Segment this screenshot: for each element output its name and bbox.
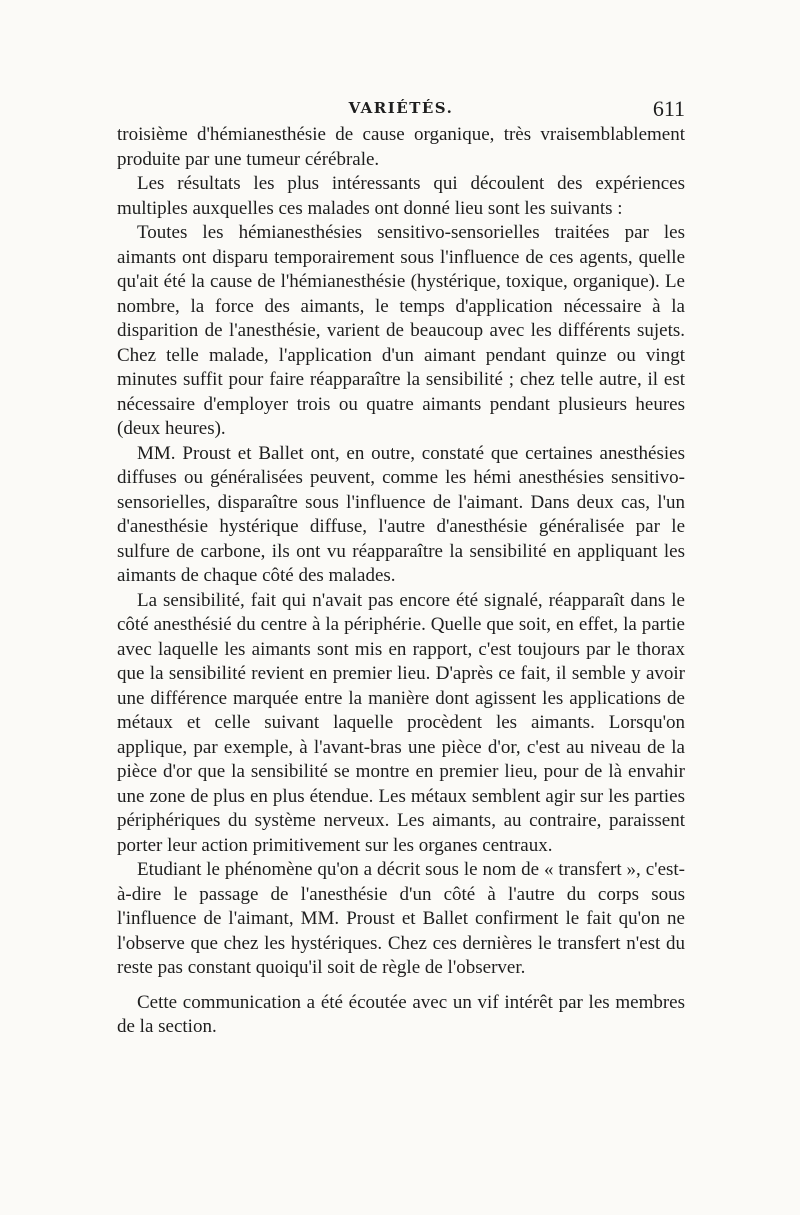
- section-title: VARIÉTÉS.: [348, 99, 454, 117]
- running-header: [117, 96, 685, 122]
- paragraph: Les résultats les plus intéressants qui découlent des expériences multiples auxquelles ces malades ont donné lieu sont les suivants :: [117, 173, 685, 219]
- paragraph: MM. Proust et Ballet ont, en outre, constaté que certaines anesthésies diffuses ou généralisées peuvent, comme les hémi anesthésies sensitivo-sensorielles, disparaître sous l'influence de l'aimant. Dans deux cas, l'un d'anesthésie hystérique diffuse, l'autre d'anesthésie généralisée par le sulfure de carbone, ils ont vu réapparaître la sensibilité en appliquant les aimants de chaque côté des malades.: [117, 442, 685, 586]
- paragraph: La sensibilité, fait qui n'avait pas encore été signalé, réapparaît dans le côté anesthésié du centre à la périphérie. Quelle que soit, en effet, la partie avec laquelle les aimants sont mis en rapport, c'est toujours par le thorax que la sensibilité revient en premier lieu. D'après ce fait, il semble y avoir une différence marquée entre la manière dont agissent les applications de métaux et celle suivant laquelle procèdent les aimants. Lorsqu'on applique, par exemple, à l'avant-bras une pièce d'or, c'est au niveau de la pièce d'or que la sensibilité se montre en premier lieu, pour de là envahir une zone de plus en plus étendue. Les métaux semblent agir sur les parties périphériques du système nerveux. Les aimants, au contraire, paraissent porter leur action primitivement sur les organes centraux.: [117, 589, 685, 856]
- paragraph: troisième d'hémianesthésie de cause organique, très vraisemblablement produite par une tumeur cérébrale.: [117, 124, 685, 170]
- paragraph: Toutes les hémianesthésies sensitivo-sensorielles traitées par les aimants ont disparu temporairement sous l'influence de ces agents, quelle qu'ait été la cause de l'hémianesthésie (hystérique, toxique, organique). Le nombre, la force des aimants, le temps d'application nécessaire à la disparition de l'anesthésie, varient de beaucoup avec les différents sujets. Chez telle malade, l'application d'un aimant pendant quinze ou vingt minutes suffit pour faire réapparaître la sensibilité ; chez telle autre, il est nécessaire d'employer trois ou quatre aimants pendant plusieurs heures (deux heures).: [117, 222, 685, 439]
- paragraph: Cette communication a été écoutée avec un vif intérêt par les membres de la section.: [117, 991, 685, 1037]
- page-number: 611: [652, 96, 685, 121]
- paragraph: Etudiant le phénomène qu'on a décrit sous le nom de « transfert », c'est-à-dire le passage de l'anesthésie d'un côté à l'autre du corps sous l'influence de l'aimant, MM. Proust et Ballet confirment le fait qu'on ne l'observe que chez les hystériques. Chez ces dernières le transfert n'est du reste pas constant quoiqu'il soit de règle de l'observer.: [117, 859, 685, 978]
- body-text: [117, 123, 685, 1040]
